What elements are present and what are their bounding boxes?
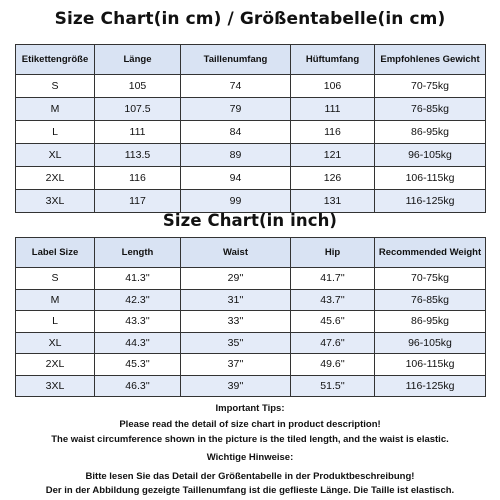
cell-hip: 126 xyxy=(291,167,375,190)
hinweise-heading: Wichtige Hinweise: xyxy=(206,452,294,463)
cell-weight: 86-95kg xyxy=(375,121,486,144)
cell-waist: 74 xyxy=(181,75,291,98)
cell-length: 46.3'' xyxy=(95,375,181,397)
cell-length: 45.3'' xyxy=(95,354,181,376)
cell-waist: 37'' xyxy=(181,354,291,376)
tips-heading: Important Tips: xyxy=(215,403,285,414)
cell-size: M xyxy=(16,98,95,121)
header-weight: Empfohlenes Gewicht xyxy=(375,45,486,75)
header-length: Länge xyxy=(95,45,181,75)
cell-weight: 116-125kg xyxy=(375,190,486,213)
header-length: Length xyxy=(95,238,181,268)
cell-weight: 116-125kg xyxy=(375,375,486,397)
cell-length: 44.3'' xyxy=(95,332,181,354)
inch-chart-title: Size Chart(in inch) xyxy=(162,211,338,230)
header-label-size: Label Size xyxy=(16,238,95,268)
cell-weight: 76-85kg xyxy=(375,289,486,311)
cell-waist: 39'' xyxy=(181,375,291,397)
cell-size: 2XL xyxy=(16,167,95,190)
cell-hip: 116 xyxy=(291,121,375,144)
cell-length: 43.3'' xyxy=(95,311,181,333)
cell-hip: 49.6'' xyxy=(291,354,375,376)
cell-waist: 84 xyxy=(181,121,291,144)
cell-length: 113.5 xyxy=(95,144,181,167)
cell-weight: 96-105kg xyxy=(375,332,486,354)
cell-length: 116 xyxy=(95,167,181,190)
cell-waist: 79 xyxy=(181,98,291,121)
cell-waist: 35'' xyxy=(181,332,291,354)
table-row xyxy=(16,332,486,354)
cell-waist: 33'' xyxy=(181,311,291,333)
cell-waist: 89 xyxy=(181,144,291,167)
cell-size: 2XL xyxy=(16,354,95,376)
cell-size: M xyxy=(16,289,95,311)
cell-length: 42.3'' xyxy=(95,289,181,311)
cell-weight: 106-115kg xyxy=(375,167,486,190)
inch-size-table xyxy=(15,237,486,397)
table-row xyxy=(16,121,486,144)
hinweise-line: Der in der Abbildung gezeigte Taillenumfang ist die geflieste Länge. Die Taille ist elastisch. xyxy=(45,485,455,496)
table-row xyxy=(16,167,486,190)
cell-size: L xyxy=(16,311,95,333)
cell-size: S xyxy=(16,75,95,98)
cell-length: 117 xyxy=(95,190,181,213)
cell-size: XL xyxy=(16,144,95,167)
cell-weight: 106-115kg xyxy=(375,354,486,376)
cell-size: 3XL xyxy=(16,375,95,397)
cell-waist: 94 xyxy=(181,167,291,190)
cell-hip: 121 xyxy=(291,144,375,167)
cm-size-table xyxy=(15,44,486,213)
table-row xyxy=(16,268,486,290)
cell-size: XL xyxy=(16,332,95,354)
tips-line: The waist circumference shown in the picture is the tiled length, and the waist is elastic. xyxy=(51,434,449,445)
cell-weight: 96-105kg xyxy=(375,144,486,167)
cell-length: 111 xyxy=(95,121,181,144)
cell-length: 105 xyxy=(95,75,181,98)
cell-weight: 70-75kg xyxy=(375,75,486,98)
cell-weight: 76-85kg xyxy=(375,98,486,121)
table-header-row xyxy=(16,45,486,75)
table-header-row xyxy=(16,238,486,268)
cell-hip: 131 xyxy=(291,190,375,213)
table-row xyxy=(16,354,486,376)
cell-waist: 31'' xyxy=(181,289,291,311)
cell-length: 107.5 xyxy=(95,98,181,121)
table-row xyxy=(16,75,486,98)
table-row xyxy=(16,375,486,397)
header-hip: Hüftumfang xyxy=(291,45,375,75)
tips-line: Please read the detail of size chart in product description! xyxy=(119,419,381,430)
table-row xyxy=(16,311,486,333)
cell-hip: 47.6'' xyxy=(291,332,375,354)
table-row xyxy=(16,98,486,121)
cell-weight: 70-75kg xyxy=(375,268,486,290)
cell-hip: 43.7'' xyxy=(291,289,375,311)
header-weight: Recommended Weight xyxy=(375,238,486,268)
cell-hip: 45.6'' xyxy=(291,311,375,333)
cm-chart-title: Size Chart(in cm) / Größentabelle(in cm) xyxy=(54,9,446,29)
cell-hip: 41.7'' xyxy=(291,268,375,290)
hinweise-line: Bitte lesen Sie das Detail der Größentabelle in der Produktbeschreibung! xyxy=(85,471,415,482)
header-label-size: Etikettengröße xyxy=(16,45,95,75)
header-hip: Hip xyxy=(291,238,375,268)
cell-length: 41.3'' xyxy=(95,268,181,290)
cell-waist: 29'' xyxy=(181,268,291,290)
cell-weight: 86-95kg xyxy=(375,311,486,333)
cell-hip: 51.5'' xyxy=(291,375,375,397)
cell-size: 3XL xyxy=(16,190,95,213)
header-waist: Waist xyxy=(181,238,291,268)
cell-size: S xyxy=(16,268,95,290)
table-row xyxy=(16,144,486,167)
cell-waist: 99 xyxy=(181,190,291,213)
table-row xyxy=(16,289,486,311)
cell-hip: 106 xyxy=(291,75,375,98)
cell-hip: 111 xyxy=(291,98,375,121)
cell-size: L xyxy=(16,121,95,144)
header-waist: Taillenumfang xyxy=(181,45,291,75)
